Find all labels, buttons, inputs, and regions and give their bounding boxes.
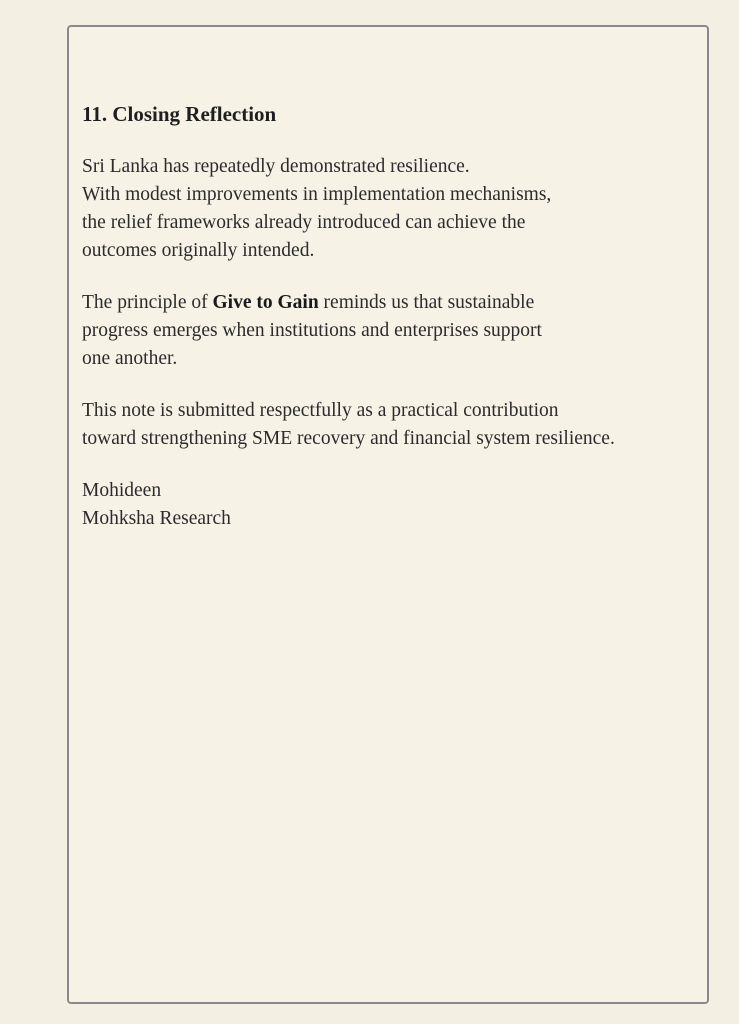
text-run: The principle of — [82, 292, 213, 313]
paragraph-give-to-gain — [82, 289, 697, 373]
paragraph-line: toward strengthening SME recovery and financial system resilience. — [82, 428, 615, 449]
signature-block — [82, 477, 697, 533]
signature-organization: Mohksha Research — [82, 508, 231, 529]
emphasis-give-to-gain: Give to Gain — [212, 292, 319, 313]
document-content — [82, 99, 697, 533]
paragraph-line: outcomes originally intended. — [82, 240, 315, 261]
paragraph-line — [82, 289, 697, 317]
paragraph-submission — [82, 397, 697, 453]
document-frame — [67, 25, 709, 1004]
paragraph-line: the relief frameworks already introduced can achieve the — [82, 212, 526, 233]
signature-name: Mohideen — [82, 480, 162, 501]
paragraph-line: progress emerges when institutions and enterprises support — [82, 320, 542, 341]
paragraph-line: one another. — [82, 348, 178, 369]
paragraph-resilience — [82, 153, 697, 265]
paragraph-line: With modest improvements in implementation mechanisms, — [82, 184, 552, 205]
text-run: reminds us that sustainable — [318, 292, 535, 313]
section-heading: 11. Closing Reflection — [82, 102, 277, 126]
paragraph-line: Sri Lanka has repeatedly demonstrated resilience. — [82, 156, 470, 177]
paragraph-line: This note is submitted respectfully as a practical contribution — [82, 400, 559, 421]
